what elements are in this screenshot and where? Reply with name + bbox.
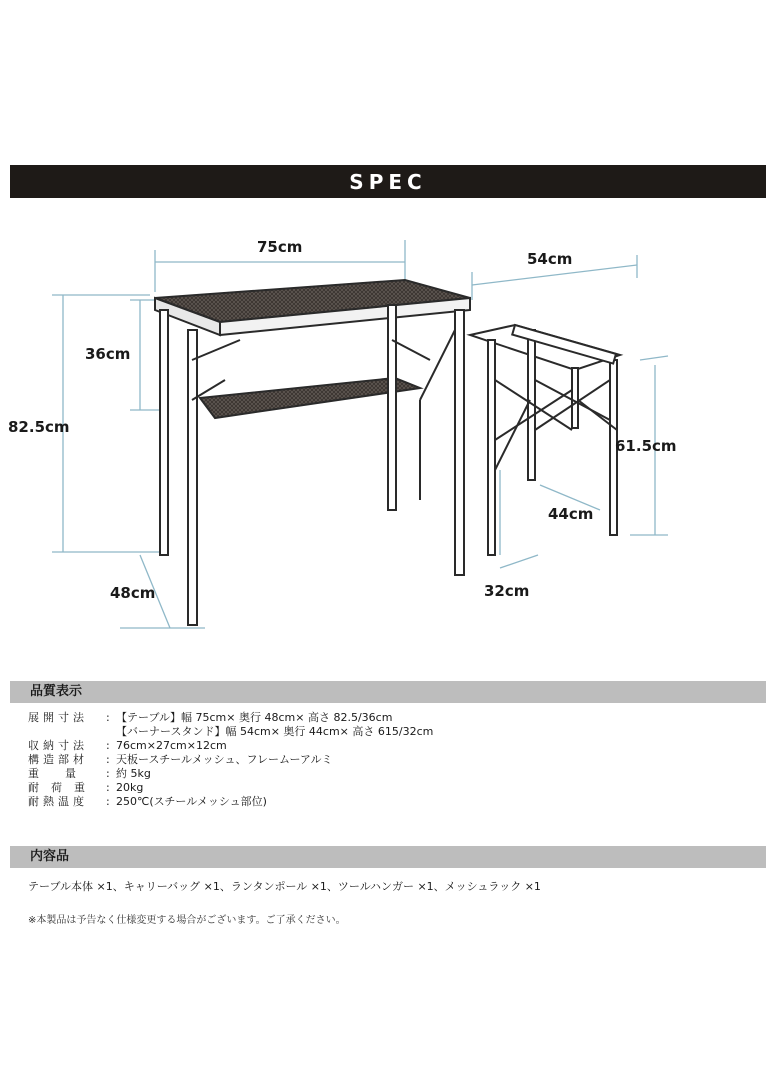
dim-stand-depth: 44cm [548,505,594,523]
main-table [155,280,470,625]
spec-row [28,725,728,739]
spec-value: 【バーナースタンド】幅 54cm× 奥行 44cm× 高さ 615/32cm [116,725,434,738]
spec-value: 76cm×27cm×12cm [116,739,227,752]
spec-value: 250℃(スチールメッシュ部位) [116,795,267,808]
spec-table [28,711,728,809]
spec-key [28,725,106,739]
contents-list: テーブル本体 ×1、キャリーバッグ ×1、ランタンポール ×1、ツールハンガー ×1、メッシュラック ×1 [28,880,541,893]
spec-row [28,767,728,781]
spec-key: 耐荷重 [28,781,97,794]
spec-key: 重量 [28,767,102,780]
spec-row [28,795,728,809]
spec-colon: : [106,711,110,724]
spec-row [28,753,728,767]
dim-stand-height: 61.5cm [615,437,677,455]
spec-key: 構造部材 [28,753,88,766]
quality-section-header: 品質表示 [10,681,766,703]
dim-stand-low: 32cm [484,582,530,600]
spec-row [28,739,728,753]
dim-table-width: 75cm [257,238,303,256]
spec-row [28,711,728,725]
disclaimer-note: ※本製品は予告なく仕様変更する場合がございます。ご了承ください。 [28,915,346,926]
spec-key: 収納寸法 [28,739,88,752]
spec-header: SPEC [10,165,766,198]
spec-value: 約 5kg [116,767,151,780]
burner-stand [470,325,620,555]
spec-key: 耐熱温度 [28,795,88,808]
spec-row [28,781,728,795]
spec-colon: : [106,781,110,794]
spec-colon: : [106,753,110,766]
dim-table-height-high: 82.5cm [8,418,70,436]
spec-colon [106,725,116,739]
spec-colon: : [106,739,110,752]
dim-table-depth: 48cm [110,584,156,602]
dim-table-height-low: 36cm [85,345,131,363]
spec-value: 天板ースチールメッシュ、フレームーアルミ [116,753,333,766]
product-diagram [0,200,768,660]
spec-value: 【テーブル】幅 75cm× 奥行 48cm× 高さ 82.5/36cm [116,711,393,724]
spec-colon: : [106,795,110,808]
spec-colon: : [106,767,110,780]
spec-value: 20kg [116,781,144,794]
spec-key: 展開寸法 [28,711,88,724]
contents-section-header: 内容品 [10,846,766,868]
dim-stand-width: 54cm [527,250,573,268]
